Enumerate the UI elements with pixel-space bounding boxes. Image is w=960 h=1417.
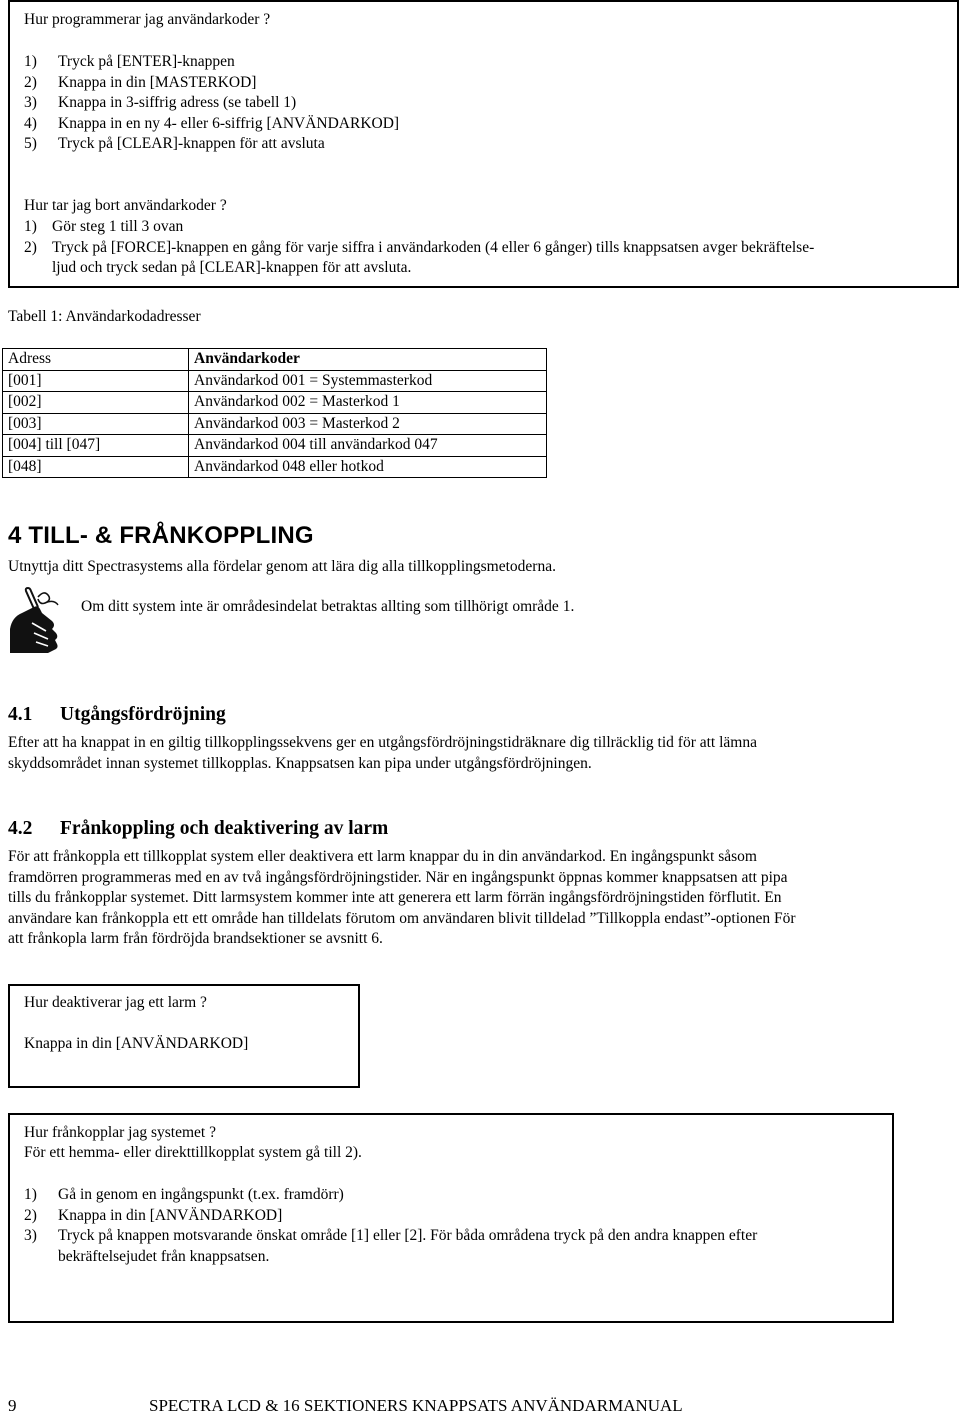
table-cell: Användarkod 048 eller hotkod: [189, 456, 547, 478]
list-item: 2) Knappa in din [ANVÄNDARKOD]: [24, 1206, 283, 1224]
table-cell: Användarkod 002 = Masterkod 1: [189, 392, 547, 414]
box-text: Knappa in din [ANVÄNDARKOD]: [24, 1035, 249, 1052]
table-cell: [004] till [047]: [3, 435, 189, 457]
list-item: 2) Knappa in din [MASTERKOD]: [24, 73, 257, 91]
table-row: [3, 456, 547, 478]
box-title: Hur frånkopplar jag systemet ?: [24, 1124, 216, 1141]
user-code-table: [2, 348, 547, 478]
table-cell: [002]: [3, 392, 189, 414]
box-subtitle: För ett hemma- eller direkttillkopplat system gå till 2).: [24, 1144, 362, 1161]
table-header-cell: Adress: [3, 349, 189, 371]
table-header-row: [3, 349, 547, 371]
list-item: 1) Gå in genom en ingångspunkt (t.ex. framdörr): [24, 1186, 344, 1203]
list-item: 2) Tryck på [FORCE]-knappen en gång för varje siffra i användarkoden (4 eller 6 gånger) tills knappsatsen avger bekräftelse-: [24, 238, 815, 256]
subsection-heading: 4.1 Utgångsfördröjning: [8, 704, 226, 725]
table-row: [3, 392, 547, 414]
table-cell: [048]: [3, 456, 189, 478]
list-item: 1) Gör steg 1 till 3 ovan: [24, 218, 184, 235]
program-steps-list: [24, 52, 399, 155]
box-title: Hur programmerar jag användarkoder ?: [24, 11, 271, 28]
note-text: Om ditt system inte är områdesindelat betraktas allting som tillhörigt område 1.: [81, 598, 575, 615]
list-item: 4) Knappa in en ny 4- eller 6-siffrig [ANVÄNDARKOD]: [24, 114, 400, 132]
table-row: [3, 370, 547, 392]
list-item: 1) Tryck på [ENTER]-knappen: [24, 53, 235, 70]
list-item: 5) Tryck på [CLEAR]-knappen för att avsluta: [24, 135, 325, 152]
table-cell: Användarkod 004 till användarkod 047: [189, 435, 547, 457]
list-item: 3) Knappa in 3-siffrig adress (se tabell 1): [24, 94, 297, 111]
subsection-body: För att frånkoppla ett tillkopplat system eller deaktivera ett larm knappar du in din användarkod. En ingångspunkt såsom framdörren programmeras med en av två ingångsfördröjningstider. När en ingångspunkt öppnas kommer knappsatsen att pipa tills du frånkopplar systemet. Ditt larmsystem kommer inte att generera ett larm förrän ingångsfördröjningstiden förflutit. En användare kan frånkoppla ett ett område han tilldelats förutom om användaren blivit tilldelad ”Tillkoppla endast”-optionen För att frånkopla larm från fördröjda brandsektioner se avsnitt 6.: [8, 848, 796, 947]
table-cell: [001]: [3, 370, 189, 392]
note-hand-icon: [8, 587, 65, 654]
section-heading: 4 TILL- & FRÅNKOPPLING: [8, 522, 314, 549]
box-subtitle: Hur tar jag bort användarkoder ?: [24, 197, 227, 214]
subsection-body: Efter att ha knappat in en giltig tillkopplingssekvens ger en utgångsfördröjningstidräknare dig tillräcklig tid för att lämna skyddsområdet innan systemet tillkopplas. Knappsatsen kan pipa under utgångsfördröjningen.: [8, 734, 757, 772]
table-cell: [003]: [3, 413, 189, 435]
box-title: Hur deaktiverar jag ett larm ?: [24, 994, 207, 1011]
table-header-cell: Användarkoder: [189, 349, 547, 371]
table-row: [3, 435, 547, 457]
page-number: 9: [8, 1396, 17, 1415]
list-item-continuation: bekräftelsejudet från knappsatsen.: [58, 1247, 270, 1265]
section-intro: Utnyttja ditt Spectrasystems alla fördelar genom att lära dig alla tillkopplingsmetoderna.: [8, 558, 556, 575]
disarm-system-box: [8, 1113, 894, 1323]
disarm-steps-list: [24, 1185, 757, 1267]
footer-title: SPECTRA LCD & 16 SEKTIONERS KNAPPSATS ANVÄNDARMANUAL: [149, 1396, 683, 1415]
table-row: [3, 413, 547, 435]
list-item: 3) Tryck på knappen motsvarande önskat område [1] eller [2]. För båda områdena tryck på den andra knappen efter: [24, 1227, 758, 1244]
deactivate-alarm-box: [8, 984, 360, 1088]
delete-steps-list: [24, 217, 814, 279]
table-cell: Användarkod 003 = Masterkod 2: [189, 413, 547, 435]
list-item-continuation: ljud och tryck sedan på [CLEAR]-knappen för att avsluta.: [52, 259, 412, 276]
table-cell: Användarkod 001 = Systemmasterkod: [189, 370, 547, 392]
subsection-heading: 4.2 Frånkoppling och deaktivering av larm: [8, 818, 389, 839]
table-caption: Tabell 1: Användarkodadresser: [8, 308, 201, 325]
programming-box: [8, 0, 959, 288]
